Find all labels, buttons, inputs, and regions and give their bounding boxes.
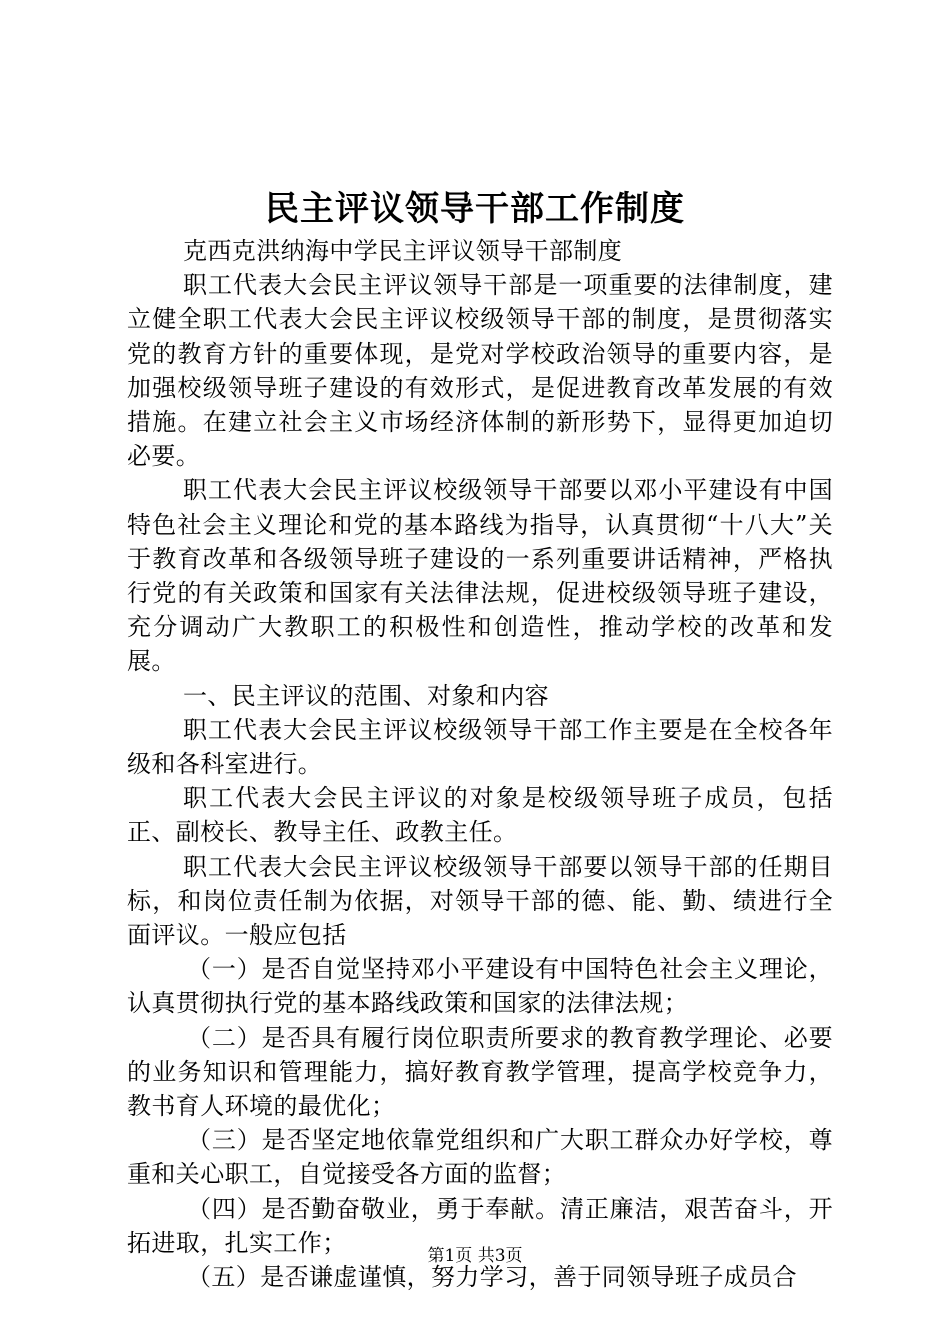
list-item-3: （三）是否坚定地依靠党组织和广大职工群众办好学校，尊重和关心职工，自觉接受各方面的监督； [127, 1126, 833, 1189]
list-item-2: （二）是否具有履行岗位职责所要求的教育教学理论、必要的业务知识和管理能力，搞好教育教学管理，提高学校竞争力，教书育人环境的最优化； [127, 1023, 833, 1121]
school-name-line: 克西克洪纳海中学民主评议领导干部制度 [183, 237, 623, 265]
paragraph-content: 职工代表大会民主评议校级领导干部要以领导干部的任期目标，和岗位责任制为依据，对领导干部的德、能、勤、绩进行全面评议。一般应包括 [127, 852, 833, 950]
list-item-5: （五）是否谦虚谨慎，努力学习，善于同领导班子成员合 [187, 1263, 797, 1292]
page-number-footer: 第1页 共3页 [427, 1246, 523, 1266]
document-body [127, 234, 833, 1294]
paragraph-targets: 职工代表大会民主评议的对象是校级领导班子成员，包括正、副校长、教导主任、政教主任。 [127, 784, 833, 847]
document-title: 民主评议领导干部工作制度 [265, 189, 685, 229]
list-item-1: （一）是否自觉坚持邓小平建设有中国特色社会主义理论，认真贯彻执行党的基本路线政策和国家的法律法规； [127, 955, 833, 1018]
section-heading-scope: 一、民主评议的范围、对象和内容 [183, 681, 549, 710]
paragraph-intro: 职工代表大会民主评议领导干部是一项重要的法律制度，建立健全职工代表大会民主评议校级领导干部的制度，是贯彻落实党的教育方针的重要体现，是党对学校政治领导的重要内容，是加强校级领导班子建设的有效形式，是促进教育改革发展的有效措施。在建立社会主义市场经济体制的新形势下，显得更加迫切必要。 [127, 271, 833, 471]
paragraph-scope: 职工代表大会民主评议校级领导干部工作主要是在全校各年级和各科室进行。 [127, 715, 833, 779]
paragraph-guideline: 职工代表大会民主评议校级领导干部要以邓小平建设有中国特色社会主义理论和党的基本路线为指导，认真贯彻“十八大”关于教育改革和各级领导班子建设的一系列重要讲话精神，严格执行党的有关政策和国家有关法律法规，促进校级领导班子建设，充分调动广大教职工的积极性和创造性，推动学校的改革和发展。 [127, 476, 833, 676]
list-item-4: （四）是否勤奋敬业，勇于奉献。清正廉洁，艰苦奋斗，开拓进取，扎实工作； [127, 1194, 833, 1257]
